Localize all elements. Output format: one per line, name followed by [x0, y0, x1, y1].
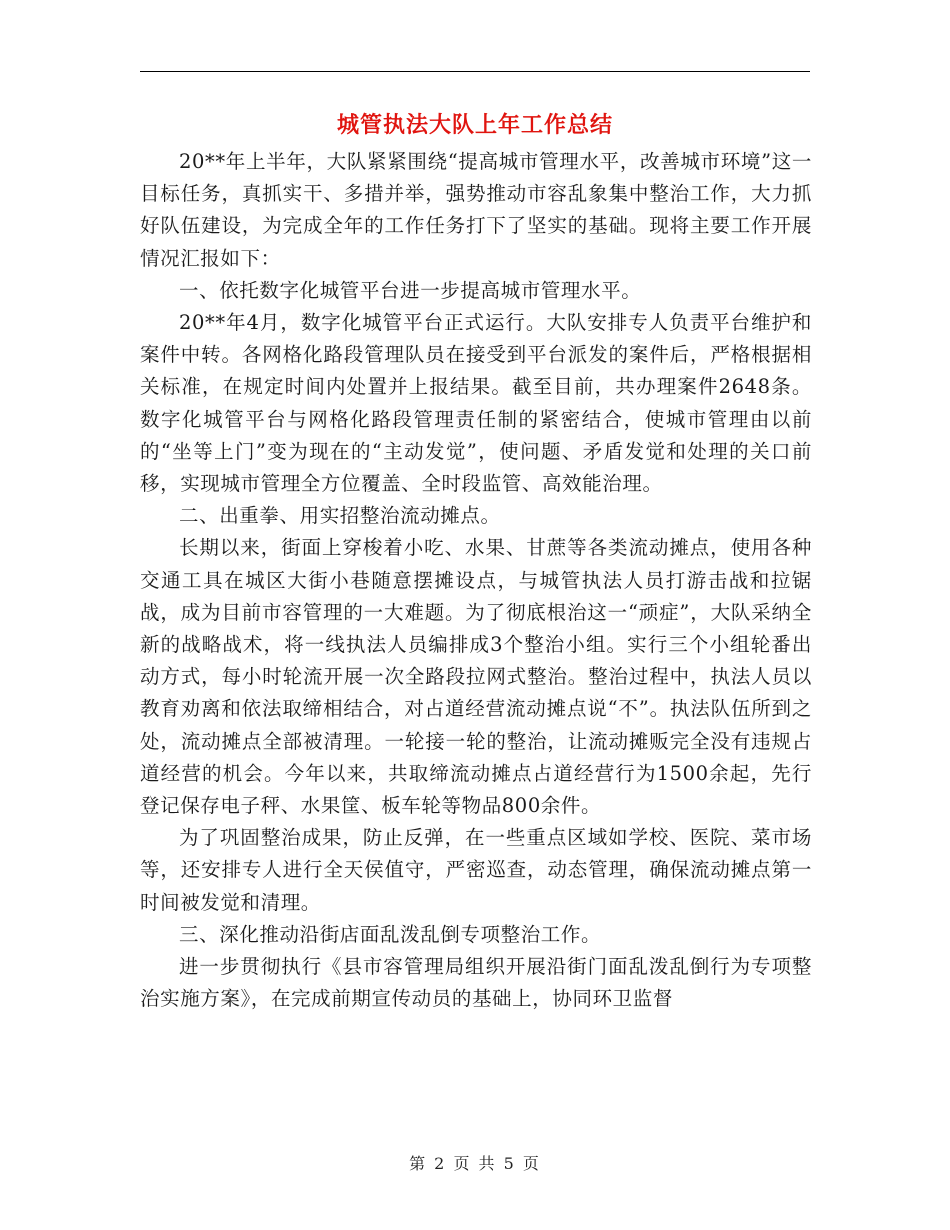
document-body	[140, 146, 812, 1015]
paragraph-consolidation: 为了巩固整治成果，防止反弹，在一些重点区域如学校、医院、菜市场等，还安排专人进行全天侯值守，严密巡查，动态管理，确保流动摊点第一时间被发觉和清理。	[140, 826, 812, 914]
paragraph-digital-platform: 20**年4月，数字化城管平台正式运行。大队安排专人负责平台维护和案件中转。各网格化路段管理队员在接受到平台派发的案件后，严格根据相关标准，在规定时间内处置并上报结果。截至目前，共办理案件2648条。数字化城管平台与网格化路段管理责任制的紧密结合，使城市管理由以前的“坐等上门”变为现在的“主动发觉”，使问题、矛盾发觉和处理的关口前移，实现城市管理全方位覆盖、全时段监管、高效能治理。	[140, 311, 812, 496]
document-title: 城管执法大队上年工作总结	[336, 112, 613, 138]
page-number: 第 2 页 共 5 页	[409, 1154, 541, 1173]
paragraph-mobile-stalls: 长期以来，街面上穿梭着小吃、水果、甘蔗等各类流动摊点，使用各种交通工具在城区大街小巷随意摆摊设点，与城管执法人员打游击战和拉锯战，成为目前市容管理的一大难题。为了彻底根治这一“顽症”，大队采纳全新的战略战术，将一线执法人员编排成3个整治小组。实行三个小组轮番出动方式，每小时轮流开展一次全路段拉网式整治。整治过程中，执法人员以教育劝离和依法取缔相结合，对占道经营流动摊点说“不”。执法队伍所到之处，流动摊点全部被清理。一轮接一轮的整治，让流动摊贩完全没有违规占道经营的机会。今年以来，共取缔流动摊点占道经营行为1500余起，先行登记保存电子秤、水果筐、板车轮等物品800余件。	[140, 536, 812, 818]
paragraph-storefront-rectification: 进一步贯彻执行《县市容管理局组织开展沿街门面乱泼乱倒行为专项整治实施方案》，在完成前期宣传动员的基础上，协同环卫监督	[140, 955, 812, 1011]
section-heading-2: 二、出重拳、用实招整治流动摊点。	[179, 504, 501, 528]
section-heading-1: 一、依托数字化城管平台进一步提高城市管理水平。	[179, 278, 642, 302]
section-heading-3: 三、深化推动沿街店面乱泼乱倒专项整治工作。	[179, 922, 602, 946]
header-rule	[140, 71, 810, 72]
paragraph-intro: 20**年上半年，大队紧紧围绕“提高城市管理水平，改善城市环境”这一目标任务，真抓实干、多措并举，强势推动市容乱象集中整治工作，大力抓好队伍建设，为完成全年的工作任务打下了坚实的基础。现将主要工作开展情况汇报如下：	[140, 150, 812, 270]
